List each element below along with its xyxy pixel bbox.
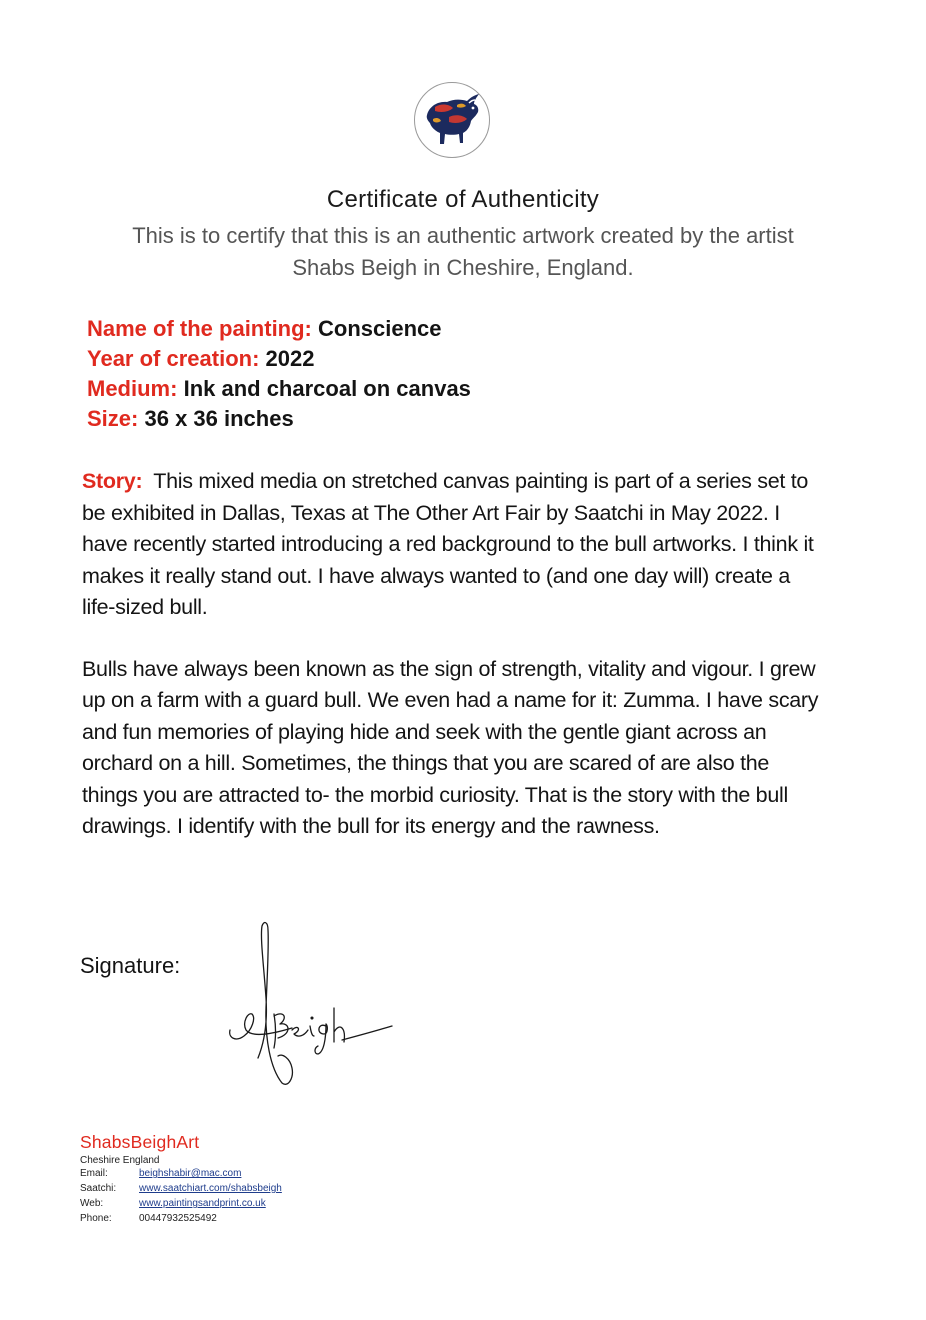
signature-label: Signature:	[80, 953, 181, 978]
contact-row-saatchi	[80, 1181, 282, 1196]
size-label: Size:	[87, 406, 139, 431]
contact-saatchi-key: Saatchi:	[80, 1183, 117, 1194]
story-label: Story:	[82, 469, 143, 493]
contact-row-email	[80, 1166, 282, 1181]
contact-phone-key: Phone:	[80, 1213, 112, 1224]
artwork-details	[87, 314, 471, 434]
contact-row-phone	[80, 1211, 282, 1226]
year-label: Year of creation:	[87, 346, 260, 371]
signature-image	[222, 918, 397, 1093]
brand-location: Cheshire England	[80, 1155, 160, 1166]
medium-label: Medium:	[87, 376, 178, 401]
detail-row-size	[87, 404, 471, 434]
year-value: 2022	[265, 346, 315, 371]
detail-row-medium	[87, 374, 471, 404]
contact-footer	[80, 1132, 282, 1226]
size-value: 36 x 36 inches	[144, 406, 294, 431]
story-paragraph-1	[82, 466, 827, 624]
story-paragraph-1-text: This mixed media on stretched canvas painting is part of a series set to be exhibited in Dallas, Texas at The Other Art Fair by Saatchi in May 2022. I have recently started introducing a red background to the bull artworks. I think it makes it really stand out. I have always wanted to (and one day will) create a life-sized bull.	[82, 469, 814, 619]
bull-logo-icon	[413, 81, 491, 159]
detail-row-year	[87, 344, 471, 374]
website-link[interactable]: www.paintingsandprint.co.uk	[139, 1198, 266, 1209]
phone-value: 00447932525492	[139, 1213, 217, 1224]
story-paragraph-2: Bulls have always been known as the sign of strength, vitality and vigour. I grew up on a farm with a guard bull. We even had a name for it: Zumma. I have scary and fun memories of playing hide and seek with the gentle giant across an orchard on a hill. Sometimes, the things that you are scared of are also the things you are attracted to- the morbid curiosity. That is the story with the bull drawings. I identify with the bull for its energy and the rawness.	[82, 656, 819, 838]
medium-value: Ink and charcoal on canvas	[183, 376, 471, 401]
contact-email-key: Email:	[80, 1168, 108, 1179]
contact-web-key: Web:	[80, 1198, 104, 1209]
email-link[interactable]: beighshabir@mac.com	[139, 1168, 242, 1179]
painting-name-label: Name of the painting:	[87, 316, 312, 341]
certificate-statement-line-2: Shabs Beigh in Cheshire, England.	[292, 255, 634, 280]
story-section	[82, 466, 827, 843]
saatchi-link[interactable]: www.saatchiart.com/shabsbeigh	[139, 1183, 282, 1194]
painting-name-value: Conscience	[318, 316, 442, 341]
brand-name: ShabsBeighArt	[80, 1132, 200, 1152]
certificate-title: Certificate of Authenticity	[326, 186, 600, 213]
detail-row-name	[87, 314, 471, 344]
contact-row-web	[80, 1196, 282, 1211]
certificate-statement-line-1: This is to certify that this is an authentic artwork created by the artist	[132, 223, 794, 248]
